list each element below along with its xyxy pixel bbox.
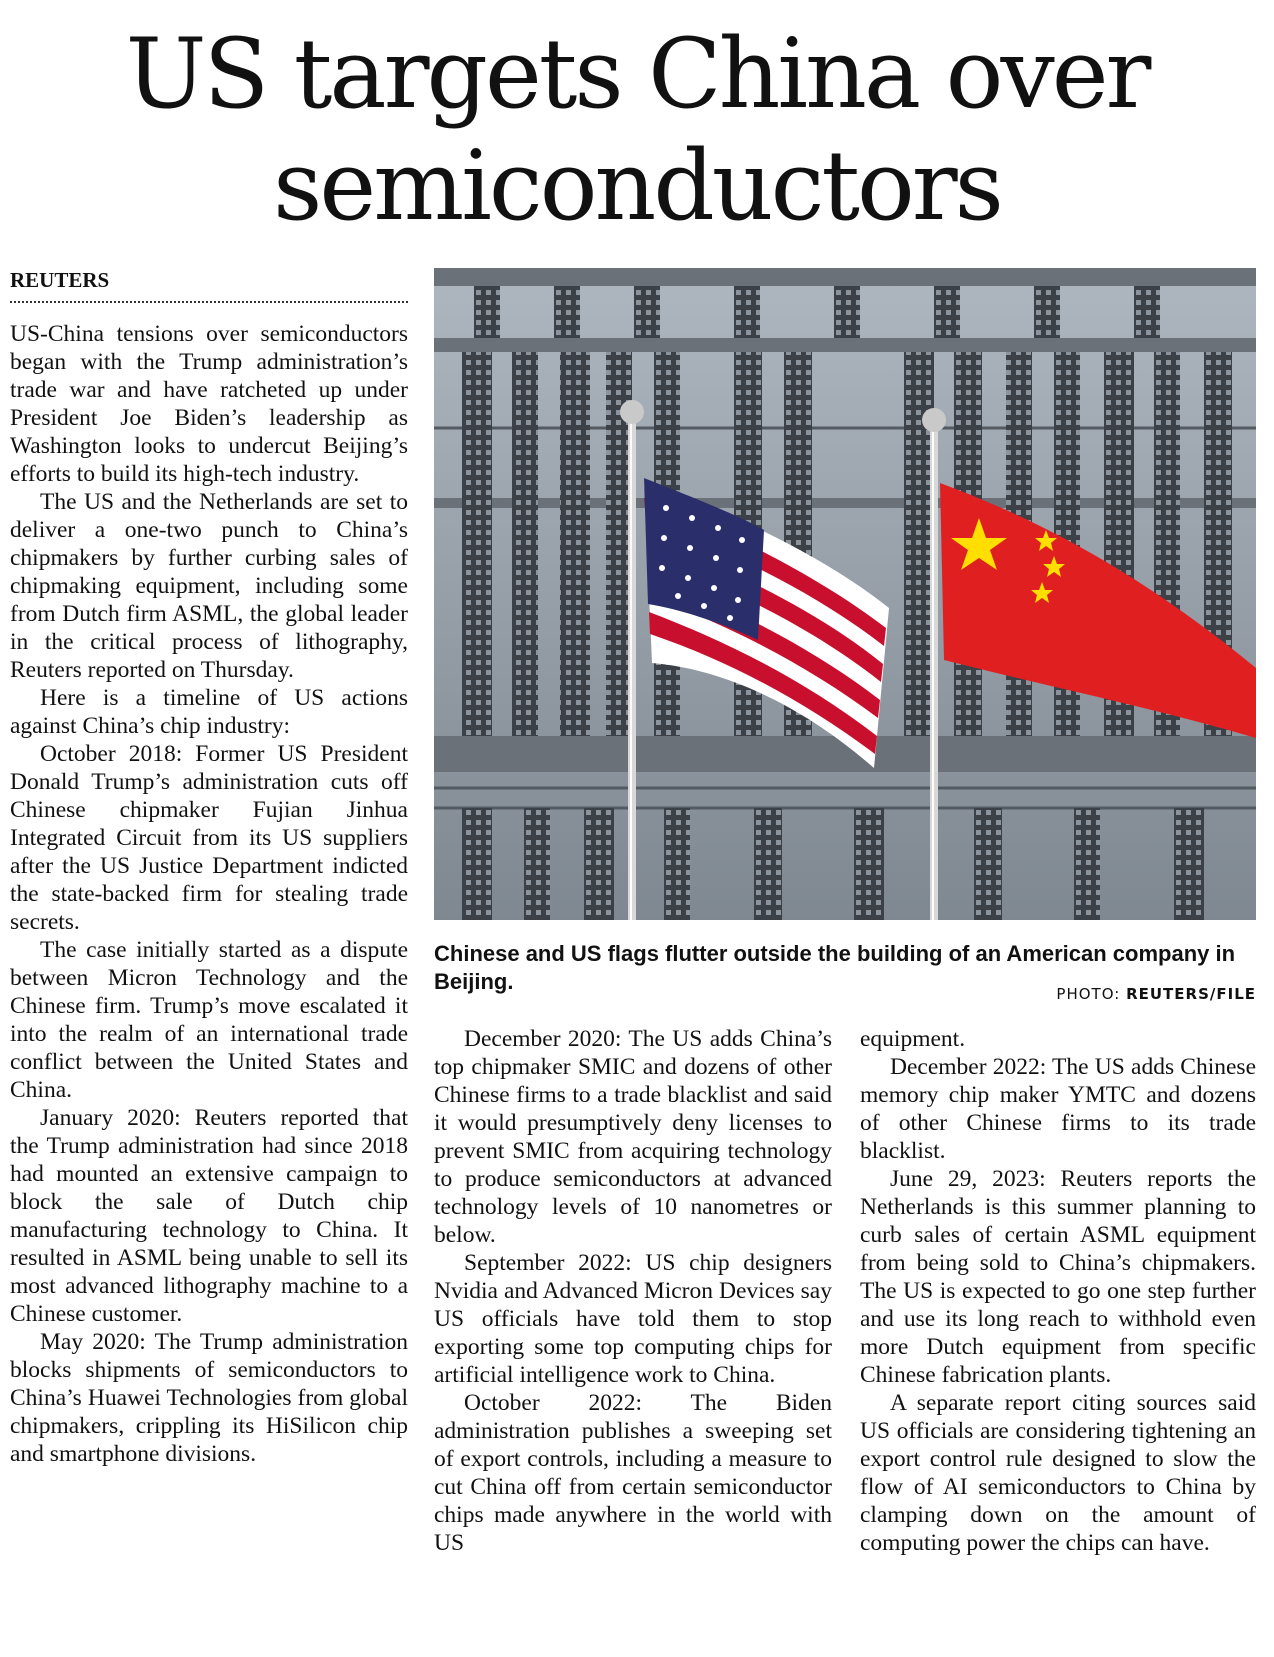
article-column-3 [860, 1025, 1256, 1557]
paragraph-continued: equipment. [860, 1026, 966, 1052]
paragraph-intro: US-China tensions over semiconductors began with the Trump administration’s trade war and have ratcheted up under President Joe Biden’s leadership as Washington looks to undercut Beijing’s efforts to build its high-tech industry. [10, 321, 408, 487]
headline-line-2: semiconductors [273, 130, 1001, 242]
paragraph: December 2022: The US adds Chinese memory chip maker YMTC and dozens of other Chinese firms to its trade blacklist. [860, 1054, 1256, 1164]
byline: REUTERS [10, 268, 408, 303]
photo-credit-source: REUTERS/FILE [1126, 985, 1256, 1003]
paragraph: Here is a timeline of US actions against China’s chip industry: [10, 685, 408, 739]
headline-line-1: US targets China over [125, 18, 1149, 130]
paragraph: May 2020: The Trump administration blocks shipments of semiconductors to China’s Huawei Technologies from global chipmakers, crippling its HiSilicon chip and smartphone divisions. [10, 1329, 408, 1467]
paragraph: December 2020: The US adds China’s top chipmaker SMIC and dozens of other Chinese firms to a trade blacklist and said it would presumptively deny licenses to prevent SMIC from acquiring technology to produce semiconductors at advanced technology levels of 10 nanometres or below. [434, 1026, 832, 1248]
photo-credit-label: PHOTO: [1056, 985, 1127, 1003]
paragraph: The case initially started as a dispute between Micron Technology and the Chinese firm. Trump’s move escalated it into the realm of an international trade conflict between the United States and China. [10, 937, 408, 1103]
paragraph: October 2018: Former US President Donald Trump’s administration cuts off Chinese chipmaker Fujian Jinhua Integrated Circuit from its US suppliers after the US Justice Department indicted the state-backed firm for stealing trade secrets. [10, 741, 408, 935]
paragraph: January 2020: Reuters reported that the Trump administration had since 2018 had mounted an extensive campaign to block the sale of Dutch chip manufacturing technology to China. It resulted in ASML being unable to sell its most advanced lithography machine to a Chinese customer. [10, 1105, 408, 1327]
photo-credit [1056, 985, 1256, 1003]
photo-caption: Chinese and US flags flutter outside the building of an American company in Beijing. [434, 941, 1236, 994]
article-column-2 [434, 1025, 832, 1557]
flags-photo-illustration [434, 268, 1256, 920]
news-photo [434, 268, 1256, 920]
headline [0, 18, 1274, 242]
paragraph: June 29, 2023: Reuters reports the Netherlands is this summer planning to curb sales of certain ASML equipment from being sold to China’s chipmakers. The US is expected to go one step further and use its long reach to withhold even more Dutch equipment from specific Chinese fabrication plants. [860, 1166, 1256, 1388]
article-column-1 [10, 320, 408, 1468]
paragraph: October 2022: The Biden administration publishes a sweeping set of export controls, including a measure to cut China off from certain semiconductor chips made anywhere in the world with US [434, 1390, 832, 1556]
paragraph: A separate report citing sources said US officials are considering tightening an export control rule designed to slow the flow of AI semiconductors to China by clamping down on the amount of computing power the chips can have. [860, 1390, 1256, 1556]
paragraph: September 2022: US chip designers Nvidia and Advanced Micron Devices say US officials have told them to stop exporting some top computing chips for artificial intelligence work to China. [434, 1250, 832, 1388]
paragraph: The US and the Netherlands are set to deliver a one-two punch to China’s chipmakers by further curbing sales of chipmaking equipment, including some from Dutch firm ASML, the global leader in the critical process of lithography, Reuters reported on Thursday. [10, 489, 408, 683]
